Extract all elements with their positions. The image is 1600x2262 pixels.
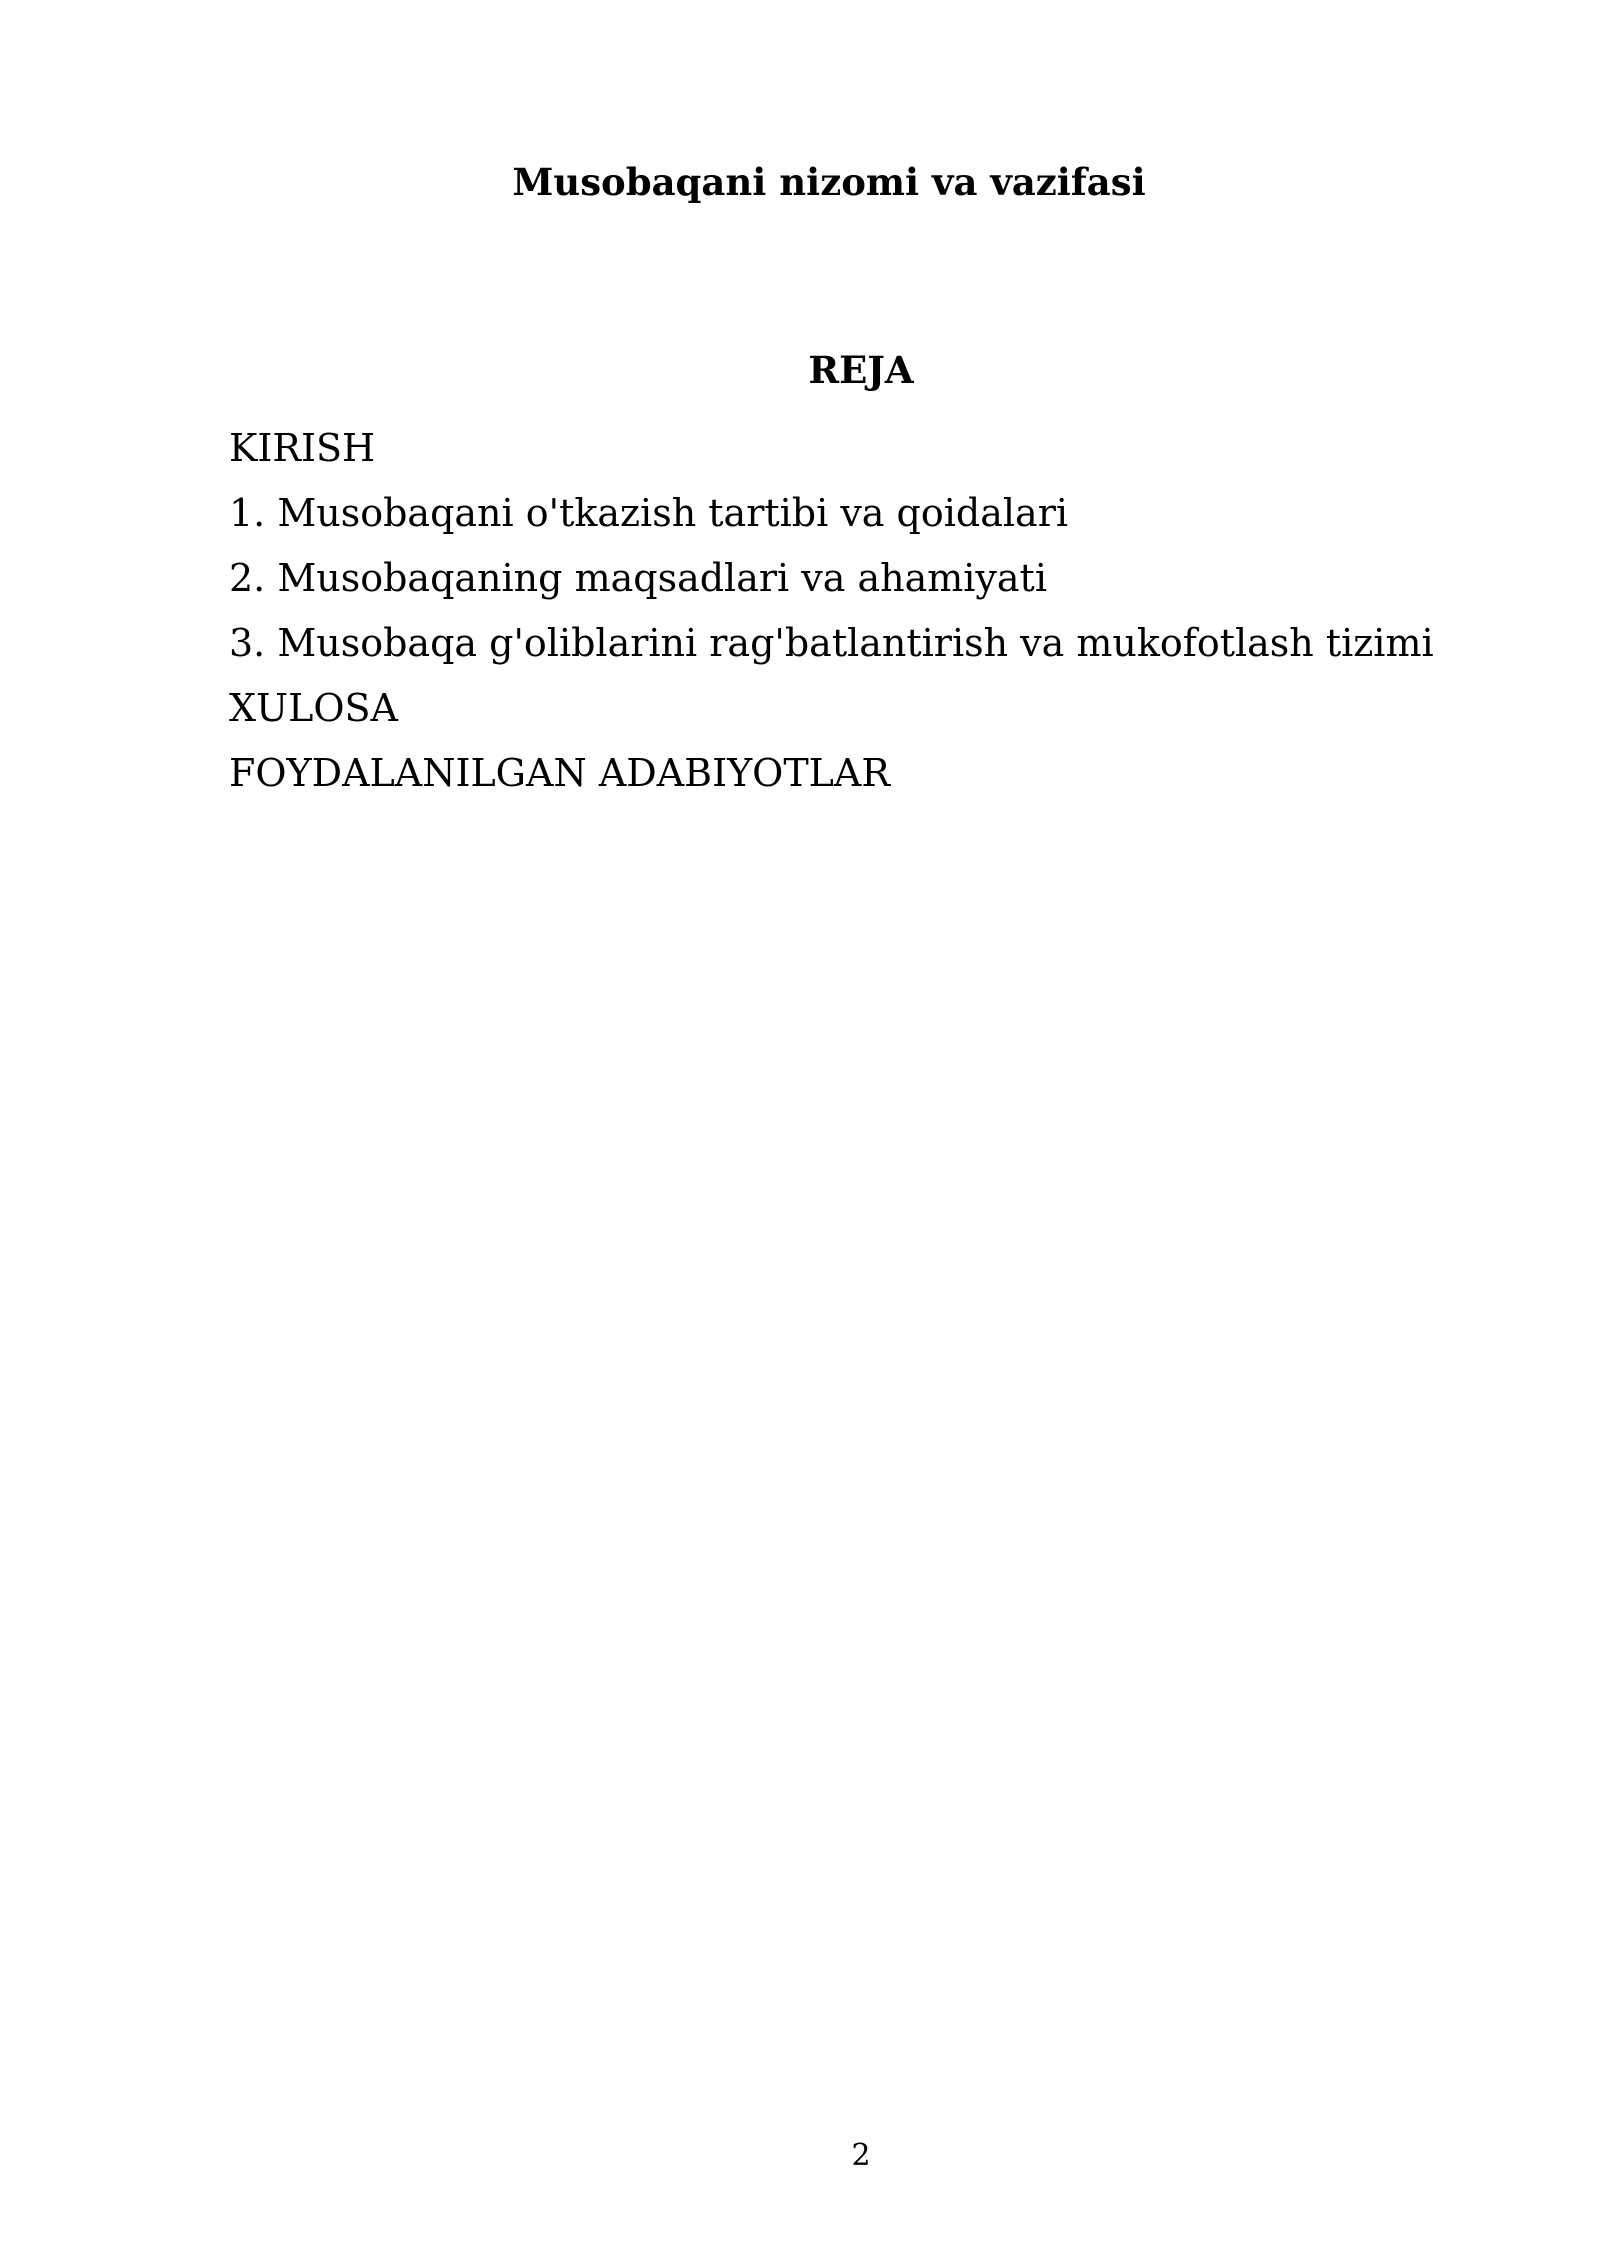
plan-item-section-1: 1. Musobaqani o'tkazish tartibi va qoidalari — [229, 491, 1069, 535]
document-title: Musobaqani nizomi va vazifasi — [512, 160, 1146, 204]
plan-item-conclusion: XULOSA — [229, 686, 398, 730]
page-number: 2 — [851, 2138, 871, 2173]
plan-item-section-2: 2. Musobaqaning maqsadlari va ahamiyati — [229, 556, 1047, 600]
plan-item-introduction: KIRISH — [229, 426, 376, 470]
plan-list — [229, 416, 1489, 806]
plan-item-section-3: 3. Musobaqa g'oliblarini rag'batlantirish va mukofotlash tizimi — [229, 621, 1434, 665]
plan-heading: REJA — [808, 348, 914, 392]
plan-item-references: FOYDALANILGAN ADABIYOTLAR — [229, 751, 890, 795]
